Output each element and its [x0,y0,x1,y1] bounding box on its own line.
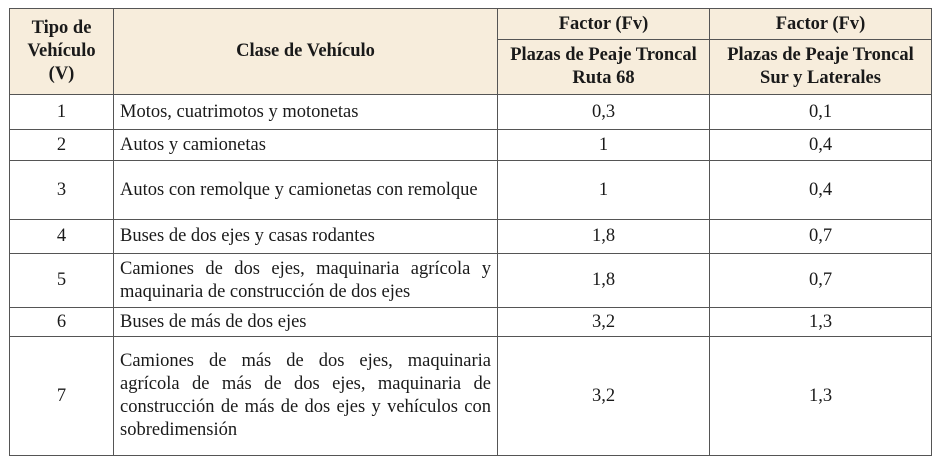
table-row [10,220,932,254]
cell-tipo: 1 [10,95,114,130]
header-row-1 [10,9,932,40]
cell-tipo: 5 [10,254,114,308]
cell-fv-a: 3,2 [498,308,710,337]
cell-tipo: 6 [10,308,114,337]
table-row [10,337,932,456]
cell-fv-b: 0,7 [710,254,932,308]
cell-fv-b: 0,7 [710,220,932,254]
cell-clase: Buses de dos ejes y casas rodantes [114,220,498,254]
table-row [10,254,932,308]
cell-fv-b: 1,3 [710,308,932,337]
cell-fv-a: 1 [498,161,710,220]
header-peaje-a: Plazas de Peaje Troncal Ruta 68 [498,40,710,95]
cell-fv-b: 0,1 [710,95,932,130]
cell-tipo: 7 [10,337,114,456]
table-row [10,130,932,161]
table-row [10,308,932,337]
cell-tipo: 3 [10,161,114,220]
cell-clase: Camiones de dos ejes, maquinaria agrícola y maquinaria de construcción de dos ejes [114,254,498,308]
header-clase: Clase de Vehículo [114,9,498,95]
header-factor-a: Factor (Fv) [498,9,710,40]
cell-fv-b: 1,3 [710,337,932,456]
cell-fv-a: 3,2 [498,337,710,456]
cell-clase: Autos con remolque y camionetas con remolque [114,161,498,220]
cell-fv-b: 0,4 [710,161,932,220]
cell-clase: Motos, cuatrimotos y motonetas [114,95,498,130]
table-row [10,95,932,130]
vehicle-factor-table [9,8,932,456]
header-factor-b: Factor (Fv) [710,9,932,40]
cell-clase: Buses de más de dos ejes [114,308,498,337]
header-tipo: Tipo de Vehículo (V) [10,9,114,95]
cell-fv-b: 0,4 [710,130,932,161]
table-row [10,161,932,220]
cell-clase: Camiones de más de dos ejes, maquinaria agrícola de más de dos ejes, maquinaria de construcción de más de dos ejes y vehículos con sobredimensión [114,337,498,456]
cell-tipo: 4 [10,220,114,254]
table-container [9,8,932,456]
cell-fv-a: 1,8 [498,220,710,254]
cell-tipo: 2 [10,130,114,161]
cell-fv-a: 1 [498,130,710,161]
cell-fv-a: 0,3 [498,95,710,130]
cell-clase: Autos y camionetas [114,130,498,161]
header-peaje-b: Plazas de Peaje Troncal Sur y Laterales [710,40,932,95]
cell-fv-a: 1,8 [498,254,710,308]
